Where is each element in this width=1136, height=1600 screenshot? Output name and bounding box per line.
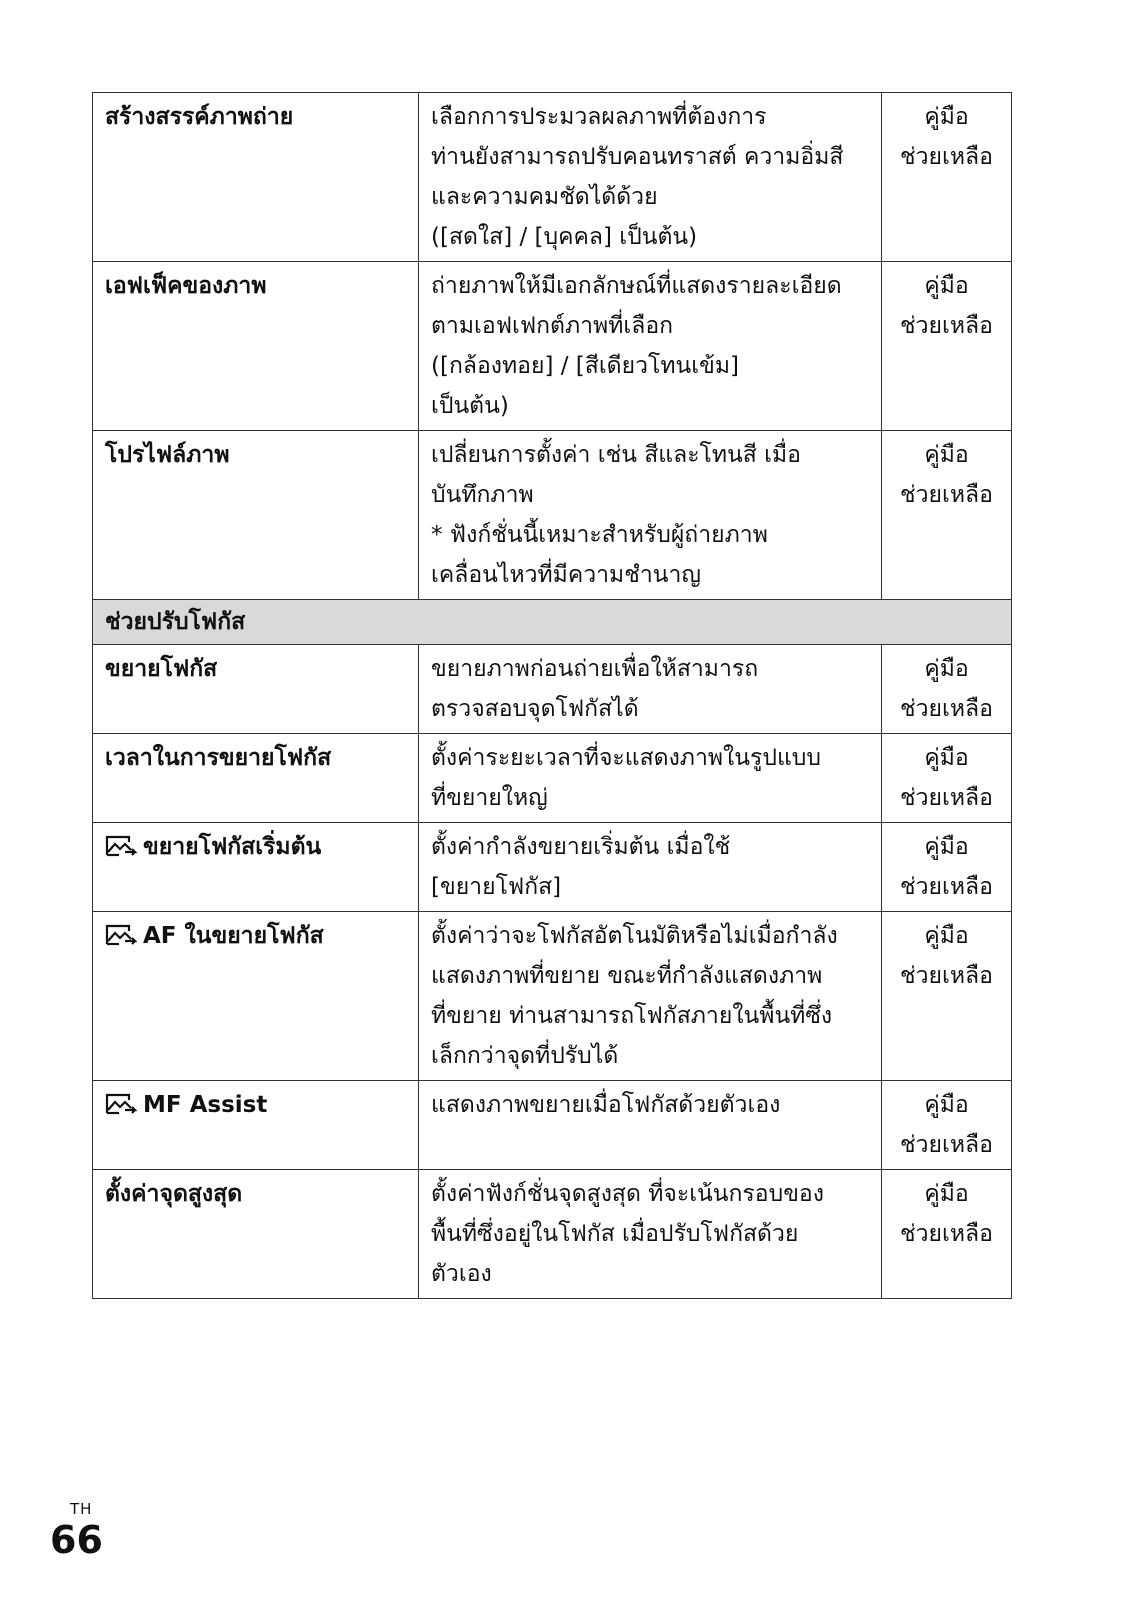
feature-name-cell (93, 823, 419, 912)
feature-description: ตั้งค่าฟังก์ชั่นจุดสูงสุด ที่จะเน้นกรอบของ พื้นที่ซึ่งอยู่ในโฟกัส เมื่อปรับโฟกัสด้วย ตัวเอง (419, 1170, 882, 1299)
table-row (93, 431, 1012, 600)
still-image-icon (105, 1089, 137, 1113)
table-row (93, 1170, 1012, 1299)
help-guide-reference: คู่มือ ช่วยเหลือ (882, 1081, 1012, 1170)
help-guide-reference: คู่มือ ช่วยเหลือ (882, 262, 1012, 431)
language-code: TH (70, 1500, 93, 1518)
feature-name-cell (93, 1170, 419, 1299)
table-row (93, 1081, 1012, 1170)
feature-name: MF Assist (143, 1092, 268, 1118)
feature-name: ตั้งค่าจุดสูงสุด (105, 1181, 243, 1207)
feature-description: ขยายภาพก่อนถ่ายเพื่อให้สามารถ ตรวจสอบจุดโฟกัสได้ (419, 645, 882, 734)
feature-description: เลือกการประมวลผลภาพที่ต้องการ ท่านยังสามารถปรับคอนทราสต์ ความอิ่มสี และความคมชัดได้ด้วย ([สดใส] / [บุคคล] เป็นต้น) (419, 93, 882, 262)
still-image-icon (105, 920, 137, 944)
help-guide-reference: คู่มือ ช่วยเหลือ (882, 734, 1012, 823)
feature-name: ขยายโฟกัสเริ่มต้น (143, 834, 322, 860)
feature-description: แสดงภาพขยายเมื่อโฟกัสด้วยตัวเอง (419, 1081, 882, 1170)
table-row (93, 262, 1012, 431)
feature-name-cell (93, 93, 419, 262)
table-row (93, 93, 1012, 262)
settings-table (92, 92, 1012, 1299)
feature-name-cell (93, 1081, 419, 1170)
table-row (93, 912, 1012, 1081)
page-number: 66 (50, 1518, 103, 1562)
section-title: ช่วยปรับโฟกัส (93, 600, 1012, 645)
table-row (93, 645, 1012, 734)
help-guide-reference: คู่มือ ช่วยเหลือ (882, 645, 1012, 734)
feature-description: ตั้งค่าว่าจะโฟกัสอัตโนมัติหรือไม่เมื่อกำลัง แสดงภาพที่ขยาย ขณะที่กำลังแสดงภาพ ที่ขยาย ท่านสามารถโฟกัสภายในพื้นที่ซึ่ง เล็กกว่าจุดที่ปรับได้ (419, 912, 882, 1081)
help-guide-reference: คู่มือ ช่วยเหลือ (882, 1170, 1012, 1299)
feature-name-cell (93, 912, 419, 1081)
feature-name: โปรไฟล์ภาพ (105, 442, 230, 468)
section-header-row (93, 600, 1012, 645)
settings-table-body (93, 93, 1012, 1299)
feature-description: เปลี่ยนการตั้งค่า เช่น สีและโทนสี เมื่อ บันทึกภาพ * ฟังก์ชั่นนี้เหมาะสำหรับผู้ถ่ายภาพ เคลื่อนไหวที่มีความชำนาญ (419, 431, 882, 600)
help-guide-reference: คู่มือ ช่วยเหลือ (882, 912, 1012, 1081)
feature-name-cell (93, 645, 419, 734)
feature-name: ขยายโฟกัส (105, 656, 218, 682)
feature-description: ถ่ายภาพให้มีเอกลักษณ์ที่แสดงรายละเอียด ตามเอฟเฟกต์ภาพที่เลือก ([กล้องทอย] / [สีเดียวโทนเข้ม] เป็นต้น) (419, 262, 882, 431)
feature-name-cell (93, 262, 419, 431)
feature-name: เวลาในการขยายโฟกัส (105, 745, 332, 771)
feature-name: AF ในขยายโฟกัส (143, 923, 324, 949)
help-guide-reference: คู่มือ ช่วยเหลือ (882, 93, 1012, 262)
feature-description: ตั้งค่ากำลังขยายเริ่มต้น เมื่อใช้ [ขยายโฟกัส] (419, 823, 882, 912)
feature-name-cell (93, 734, 419, 823)
help-guide-reference: คู่มือ ช่วยเหลือ (882, 431, 1012, 600)
feature-description: ตั้งค่าระยะเวลาที่จะแสดงภาพในรูปแบบ ที่ขยายใหญ่ (419, 734, 882, 823)
feature-name-cell (93, 431, 419, 600)
still-image-icon (105, 831, 137, 855)
feature-name: เอฟเฟ็คของภาพ (105, 273, 267, 299)
table-row (93, 823, 1012, 912)
feature-name: สร้างสรรค์ภาพถ่าย (105, 104, 294, 130)
table-row (93, 734, 1012, 823)
help-guide-reference: คู่มือ ช่วยเหลือ (882, 823, 1012, 912)
